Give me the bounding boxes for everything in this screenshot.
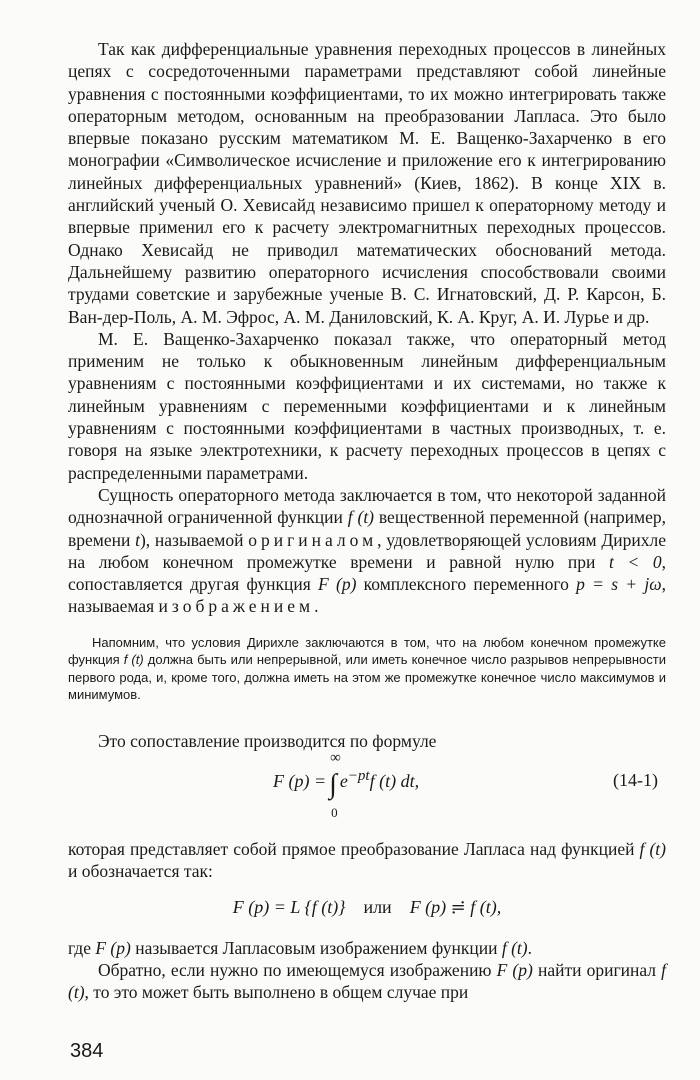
formula-lhs: F (p) = [273,771,327,792]
math-p-definition: p = s + jω [576,574,662,595]
footnote [68,634,666,704]
text-run: , удовлетворяющей условиям Дирихле на любом конечном промежутке времени и равной нулю при [68,529,667,572]
math-t: t [135,529,140,550]
text-run: , называемая [68,574,666,617]
spaced-term-image: изображением [158,596,315,617]
paragraph-inverse [68,959,666,1004]
formula-exponent: −pt [347,768,370,785]
integral-upper-limit: ∞ [330,750,341,767]
text-run: . [314,596,319,617]
text-run: вещественной переменной (например, времени [68,507,666,550]
math-F-of-p: F (p) [95,937,131,958]
paragraph-vashchenko: М. Е. Ващенко-Захарченко показал также, что операторный метод применим не только к обыкновенным линейным дифференциальным уравнениям с постоянными коэффициентами и их системами, но также к линейным уравнениям с переменными коэффициентами и к линейным уравнениям с постоянными коэффициентами в частных производных, т. е. говоря на языке электротехники, к расчету переходных процессов в цепях с распределенными параметрами. [68,328,666,483]
math-f-of-t: f (t) [347,507,375,528]
formula-intro: Это сопоставление производится по формуле [98,730,437,751]
text-run: , то это может быть выполнено в общем случае при [84,982,469,1003]
text-run: Сущность операторного метода заключается в том, что некоторой заданной однозначной ограниченной функции [68,484,666,528]
math-f-of-t: f (t) [501,937,528,958]
integral-sign: ∫ ∞ 0 [329,750,341,821]
formula-integrand-tail: f (t) dt, [369,771,420,792]
formula-expression [273,750,420,821]
text-run: , сопоставляется другая функция [68,551,667,595]
text-run: комплексного переменного [356,574,577,595]
notation-or: или [363,896,392,917]
paragraph-history: Так как дифференциальные уравнения переходных процессов в линейных цепях с сосредоточенными параметрами представляют собой линейные уравнения с постоянными коэффициентами, то их можно интегрировать также операторным методом, основанным на преобразовании Лапласа. Это было впервые показано русским математиком М. Е. Ващенко-Захарченко в его монографии «Символическое исчисление и приложение его к интегрированию линейных дифференциальных уравнений» (Киев, 1862). В конце XIX в. английский ученый О. Хевисайд независимо пришел к операторному методу и впервые применил его к расчету электромагнитных переходных процессов. Однако Хевисайд не приводил математических обоснований метода. Дальнейшему развитию операторного исчисления способствовали своими трудами советские и зарубежные ученые В. С. Игнатовский, Д. Р. Карсон, Б. Ван-дер-Поль, А. М. Эфрос, А. М. Даниловский, К. А. Круг, А. И. Лурье и др. [68,39,666,327]
laplace-formula [68,752,666,838]
text-run: Обратно, если нужно по имеющемуся изображению [98,959,497,980]
math-f-of-t: f (t) [639,839,666,860]
notation-formula [68,897,666,921]
text-run: где [68,937,96,958]
text-run: и обозначается так: [68,861,213,882]
notation-right: F (p) ≓ f (t), [409,896,502,917]
integral-lower-limit: 0 [331,805,338,821]
page-number: 384 [70,1040,104,1062]
text-run: Напомним, что условия Дирихле заключаются в том, что на любом конечном промежутке функция [68,634,666,668]
text-run: . [527,937,532,958]
paragraph-essence [68,484,666,618]
math-t-less-zero: t < 0 [608,551,662,572]
math-F-of-p: F (p) [318,574,357,595]
text-run: должна быть или непрерывной, или иметь конечное число разрывов непрерывности первого рода, и, кроме того, должна иметь на этом же промежутке конечное число максимумов и минимумов. [68,652,667,703]
paragraph-image-definition [68,937,666,959]
text-run: найти оригинал [532,959,662,980]
math-f-of-t: f (t) [68,959,666,1003]
text-run: которая представляет собой прямое преобразование Лапласа над функцией [68,839,640,860]
equation-number: (14-1) [613,770,658,791]
book-page [68,38,666,1004]
formula-exponential: e [339,771,348,792]
notation-left: F (p) = L {f (t)} [232,896,346,917]
math-F-of-p: F (p) [496,959,533,980]
paragraph-laplace [68,838,666,883]
math-f-of-t: f (t) [123,652,144,668]
text-run: называется Лапласовым изображением функции [130,937,502,958]
text-run: ), называемой [139,529,249,550]
spaced-term-original: оригиналом [248,529,378,550]
